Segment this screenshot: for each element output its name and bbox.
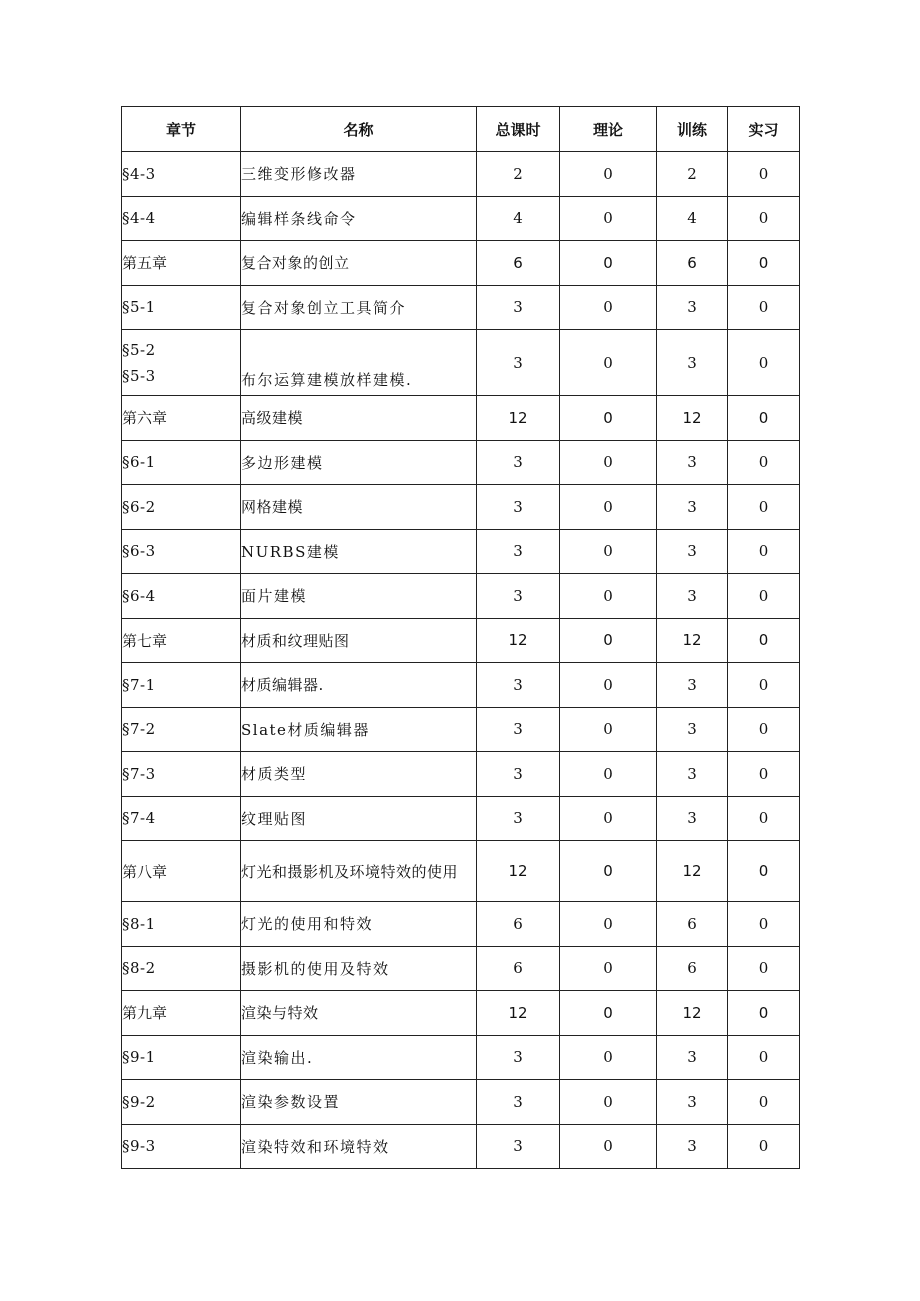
section-cell [122, 663, 241, 708]
total-hours-cell: 6 [477, 241, 560, 286]
table-row [122, 707, 800, 752]
total-hours-cell: 12 [477, 841, 560, 902]
section-cell [122, 574, 241, 619]
section-label: §6-1 [122, 453, 156, 472]
theory-cell: 0 [560, 330, 657, 396]
section-label: §7-1 [122, 675, 156, 694]
name-cell: 渲染参数设置 [241, 1080, 477, 1125]
section-label: 第八章 [122, 862, 168, 881]
section-label: §5-1 [122, 298, 156, 317]
section-cell [122, 1080, 241, 1125]
section-label: §7-4 [122, 809, 156, 828]
training-cell: 4 [657, 196, 728, 241]
section-cell [122, 618, 241, 663]
theory-cell: 0 [560, 285, 657, 330]
total-hours-cell: 3 [477, 1080, 560, 1125]
practice-cell: 0 [728, 663, 800, 708]
practice-cell: 0 [728, 1080, 800, 1125]
practice-cell: 0 [728, 946, 800, 991]
name-cell: 灯光的使用和特效 [241, 902, 477, 947]
training-cell: 6 [657, 902, 728, 947]
theory-cell: 0 [560, 991, 657, 1036]
theory-cell: 0 [560, 529, 657, 574]
section-cell [122, 196, 241, 241]
training-cell: 12 [657, 618, 728, 663]
total-hours-cell: 12 [477, 991, 560, 1036]
section-label: §9-1 [122, 1048, 156, 1067]
section-label: §7-3 [122, 764, 156, 783]
theory-cell: 0 [560, 663, 657, 708]
chapter-row [122, 991, 800, 1036]
practice-cell: 0 [728, 330, 800, 396]
name-cell: 网格建模 [241, 485, 477, 530]
section-cell [122, 152, 241, 197]
table-row [122, 330, 800, 396]
name-cell: Slate材质编辑器 [241, 707, 477, 752]
section-cell [122, 796, 241, 841]
section-label: §4-3 [122, 164, 156, 183]
section-cell [122, 485, 241, 530]
section-label: §6-3 [122, 542, 156, 561]
section-label: §6-4 [122, 586, 156, 605]
table-row [122, 796, 800, 841]
training-cell: 6 [657, 241, 728, 286]
name-cell: 多边形建模 [241, 440, 477, 485]
name-cell: 材质和纹理贴图 [241, 618, 477, 663]
table-header [122, 107, 800, 152]
practice-cell: 0 [728, 991, 800, 1036]
section-label: §7-2 [122, 720, 156, 739]
section-cell [122, 440, 241, 485]
total-hours-cell: 3 [477, 529, 560, 574]
training-cell: 12 [657, 396, 728, 441]
training-cell: 3 [657, 529, 728, 574]
practice-cell: 0 [728, 1035, 800, 1080]
practice-cell: 0 [728, 618, 800, 663]
chapter-row [122, 396, 800, 441]
course-hours-table [121, 106, 800, 1169]
table-row [122, 752, 800, 797]
section-cell [122, 946, 241, 991]
section-cell [122, 330, 241, 396]
practice-cell: 0 [728, 752, 800, 797]
header-training: 训练 [657, 107, 728, 152]
name-cell: 复合对象创立工具简介 [241, 285, 477, 330]
practice-cell: 0 [728, 241, 800, 286]
total-hours-cell: 6 [477, 902, 560, 947]
practice-cell: 0 [728, 841, 800, 902]
section-cell [122, 1124, 241, 1169]
name-cell: 编辑样条线命令 [241, 196, 477, 241]
practice-cell: 0 [728, 285, 800, 330]
total-hours-cell: 3 [477, 485, 560, 530]
chapter-row [122, 618, 800, 663]
training-cell: 3 [657, 707, 728, 752]
table-row [122, 1080, 800, 1125]
total-hours-cell: 3 [477, 574, 560, 619]
theory-cell: 0 [560, 440, 657, 485]
section-cell [122, 707, 241, 752]
section-label: §5-2 [122, 340, 156, 359]
table-row [122, 902, 800, 947]
total-hours-cell: 3 [477, 1035, 560, 1080]
total-hours-cell: 4 [477, 196, 560, 241]
name-cell: 渲染特效和环境特效 [241, 1124, 477, 1169]
total-hours-cell: 3 [477, 1124, 560, 1169]
table-row [122, 152, 800, 197]
theory-cell: 0 [560, 485, 657, 530]
section-label: 第五章 [122, 254, 168, 273]
theory-cell: 0 [560, 1035, 657, 1080]
section-cell [122, 285, 241, 330]
total-hours-cell: 3 [477, 663, 560, 708]
training-cell: 3 [657, 285, 728, 330]
theory-cell: 0 [560, 902, 657, 947]
training-cell: 2 [657, 152, 728, 197]
table-row [122, 485, 800, 530]
training-cell: 3 [657, 330, 728, 396]
name-cell: 复合对象的创立 [241, 241, 477, 286]
practice-cell: 0 [728, 574, 800, 619]
training-cell: 3 [657, 663, 728, 708]
name-cell: 布尔运算建模放样建模. [241, 330, 477, 396]
name-cell: 面片建模 [241, 574, 477, 619]
section-cell [122, 841, 241, 902]
theory-cell: 0 [560, 196, 657, 241]
name-cell: 纹理贴图 [241, 796, 477, 841]
header-name: 名称 [241, 107, 477, 152]
total-hours-cell: 3 [477, 796, 560, 841]
section-cell [122, 902, 241, 947]
section-cell [122, 396, 241, 441]
table-row [122, 1035, 800, 1080]
theory-cell: 0 [560, 707, 657, 752]
section-label: §6-2 [122, 497, 156, 516]
name-cell: 高级建模 [241, 396, 477, 441]
practice-cell: 0 [728, 529, 800, 574]
header-chapter: 章节 [122, 107, 241, 152]
theory-cell: 0 [560, 841, 657, 902]
table-row [122, 529, 800, 574]
practice-cell: 0 [728, 485, 800, 530]
theory-cell: 0 [560, 946, 657, 991]
practice-cell: 0 [728, 396, 800, 441]
chapter-row [122, 841, 800, 902]
name-cell: 三维变形修改器 [241, 152, 477, 197]
name-cell: 摄影机的使用及特效 [241, 946, 477, 991]
training-cell: 3 [657, 485, 728, 530]
total-hours-cell: 12 [477, 396, 560, 441]
theory-cell: 0 [560, 1124, 657, 1169]
practice-cell: 0 [728, 440, 800, 485]
practice-cell: 0 [728, 152, 800, 197]
practice-cell: 0 [728, 707, 800, 752]
theory-cell: 0 [560, 796, 657, 841]
training-cell: 12 [657, 991, 728, 1036]
training-cell: 3 [657, 1080, 728, 1125]
name-cell: 灯光和摄影机及环境特效的使用 [241, 841, 477, 902]
table-body [122, 152, 800, 1169]
theory-cell: 0 [560, 152, 657, 197]
section-label: §9-3 [122, 1137, 156, 1156]
section-label: 第六章 [122, 409, 168, 428]
name-cell: 渲染与特效 [241, 991, 477, 1036]
header-practice: 实习 [728, 107, 800, 152]
total-hours-cell: 3 [477, 440, 560, 485]
training-cell: 3 [657, 1124, 728, 1169]
section-cell [122, 752, 241, 797]
table-row [122, 663, 800, 708]
section-label: §8-1 [122, 914, 156, 933]
section-cell [122, 991, 241, 1036]
practice-cell: 0 [728, 796, 800, 841]
section-label: §4-4 [122, 209, 156, 228]
practice-cell: 0 [728, 902, 800, 947]
total-hours-cell: 6 [477, 946, 560, 991]
name-cell: 材质编辑器. [241, 663, 477, 708]
total-hours-cell: 3 [477, 285, 560, 330]
training-cell: 3 [657, 752, 728, 797]
training-cell: 6 [657, 946, 728, 991]
training-cell: 3 [657, 796, 728, 841]
theory-cell: 0 [560, 618, 657, 663]
chapter-row [122, 241, 800, 286]
total-hours-cell: 12 [477, 618, 560, 663]
table-row [122, 946, 800, 991]
theory-cell: 0 [560, 396, 657, 441]
total-hours-cell: 3 [477, 752, 560, 797]
training-cell: 3 [657, 574, 728, 619]
table-row [122, 440, 800, 485]
theory-cell: 0 [560, 1080, 657, 1125]
practice-cell: 0 [728, 1124, 800, 1169]
theory-cell: 0 [560, 574, 657, 619]
theory-cell: 0 [560, 752, 657, 797]
theory-cell: 0 [560, 241, 657, 286]
section-label: 第九章 [122, 1004, 168, 1023]
table-row [122, 574, 800, 619]
training-cell: 3 [657, 1035, 728, 1080]
total-hours-cell: 3 [477, 707, 560, 752]
header-total-hours: 总课时 [477, 107, 560, 152]
table-row [122, 1124, 800, 1169]
section-cell [122, 241, 241, 286]
name-cell: NURBS建模 [241, 529, 477, 574]
section-label: 第七章 [122, 631, 168, 650]
header-row [122, 107, 800, 152]
total-hours-cell: 2 [477, 152, 560, 197]
table-row [122, 285, 800, 330]
name-cell: 材质类型 [241, 752, 477, 797]
total-hours-cell: 3 [477, 330, 560, 396]
section-cell [122, 529, 241, 574]
name-cell: 渲染输出. [241, 1035, 477, 1080]
training-cell: 12 [657, 841, 728, 902]
header-theory: 理论 [560, 107, 657, 152]
practice-cell: 0 [728, 196, 800, 241]
training-cell: 3 [657, 440, 728, 485]
section-cell [122, 1035, 241, 1080]
section-label: §9-2 [122, 1092, 156, 1111]
section-label: §8-2 [122, 959, 156, 978]
section-label: §5-3 [122, 366, 156, 385]
table-row [122, 196, 800, 241]
